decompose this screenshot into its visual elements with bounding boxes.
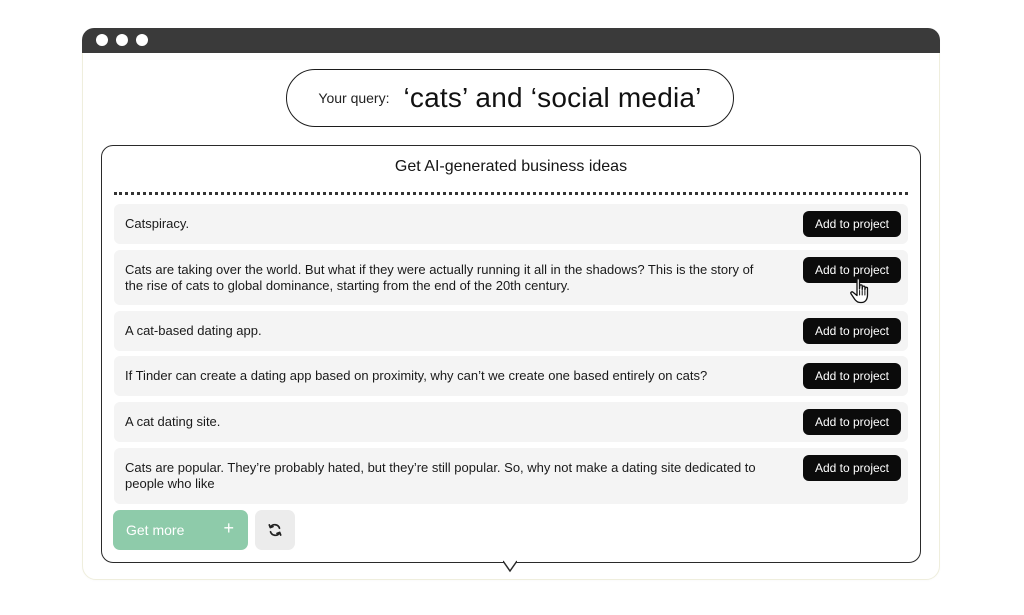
idea-row [114, 448, 908, 504]
query-label: Your query: [318, 90, 390, 106]
query-pill [286, 69, 734, 127]
refresh-icon [267, 522, 283, 538]
ideas-panel [101, 145, 921, 563]
window-dot-icon[interactable] [116, 34, 128, 46]
hand-cursor-icon [848, 277, 874, 305]
add-to-project-button[interactable]: Add to project [803, 455, 901, 481]
idea-text: Cats are popular. They’re probably hated, but they’re still popular. So, why not make a dating site dedicated to people who like [125, 460, 756, 491]
dotted-divider [114, 192, 908, 195]
get-more-label: Get more [126, 522, 185, 538]
idea-row [114, 356, 908, 396]
get-more-button[interactable] [113, 510, 248, 550]
idea-text: A cat-based dating app. [125, 323, 262, 338]
add-to-project-button[interactable]: Add to project [803, 409, 901, 435]
idea-text: Cats are taking over the world. But what if they were actually running it all in the shadows? This is the story of the rise of cats to global dominance, starting from the end of the 20th century. [125, 262, 754, 293]
window-titlebar [82, 28, 940, 53]
idea-row [114, 311, 908, 351]
add-to-project-button[interactable]: Add to project [803, 318, 901, 344]
query-value: ‘cats’ and ‘social media’ [403, 82, 702, 113]
idea-text: If Tinder can create a dating app based on proximity, why can’t we create one based entirely on cats? [125, 368, 708, 383]
refresh-button[interactable] [255, 510, 295, 550]
idea-row [114, 250, 908, 305]
idea-text: A cat dating site. [125, 414, 221, 429]
window-dot-icon[interactable] [136, 34, 148, 46]
idea-text: Catspiracy. [125, 216, 190, 231]
panel-title: Get AI-generated business ideas [394, 158, 628, 175]
add-to-project-button[interactable]: Add to project [803, 363, 901, 389]
speech-tail-icon [503, 560, 517, 574]
add-to-project-button[interactable]: Add to project [803, 257, 901, 283]
add-to-project-button[interactable]: Add to project [803, 211, 901, 237]
window-dot-icon[interactable] [96, 34, 108, 46]
idea-row [114, 402, 908, 442]
idea-row [114, 204, 908, 244]
plus-icon: + [223, 518, 234, 538]
